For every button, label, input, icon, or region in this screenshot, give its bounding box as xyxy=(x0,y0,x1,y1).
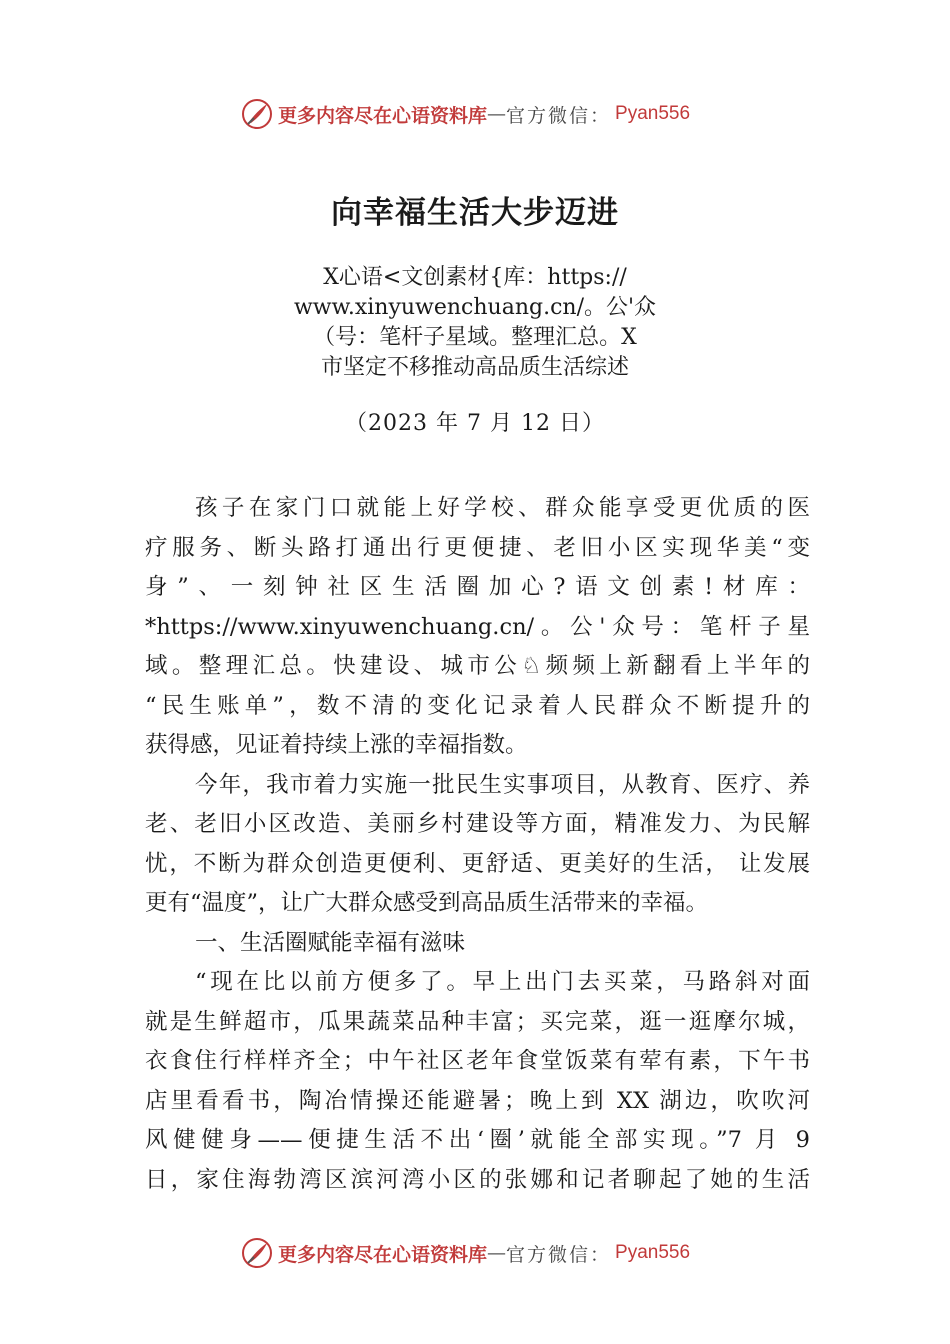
body-line: 身”、一刻钟社区生活圈加心?语文创素!材库： xyxy=(145,574,810,600)
body-line: 风健健身——便捷生活不出‘圈’就能全部实现。”7 月 9 xyxy=(145,1127,810,1153)
body-line: 忧，不断为群众创造更便利、更舒适、更美好的生活， 让发展 xyxy=(145,850,810,877)
banner-slogan: 更多内容尽在心语资料库 xyxy=(278,104,488,127)
banner-dash: — xyxy=(487,1242,507,1264)
banner-dash: — xyxy=(487,103,507,125)
quill-logo-icon xyxy=(240,1236,274,1270)
banner-wechat-id: Pyan556 xyxy=(615,1242,691,1263)
body-line: 老、老旧小区改造、美丽乡村建设等方面，精准发力、为民解 xyxy=(145,811,810,837)
section-heading: 一、生活圈赋能幸福有滋味 xyxy=(195,929,466,956)
banner-wechat-id: Pyan556 xyxy=(615,103,691,124)
body-line: 更有“温度”，让广大群众感受到高品质生活带来的幸福。 xyxy=(145,890,709,916)
footer-banner xyxy=(0,1233,950,1273)
document-date: （2023 年 7 月 12 日） xyxy=(345,411,605,436)
body-line: “民生账单”，数不清的变化记录着人民群众不断提升的 xyxy=(145,692,810,719)
banner-slogan: 更多内容尽在心语资料库 xyxy=(278,1243,488,1266)
document-subtitle xyxy=(240,263,710,383)
body-line: 日，家住海勃湾区滨河湾小区的张娜和记者聊起了她的生活 xyxy=(145,1166,810,1193)
subtitle-line: www.xinyuwenchuang.cn/。公'众 xyxy=(293,295,657,320)
body-line: 孩子在家门口就能上好学校、群众能享受更优质的医 xyxy=(195,495,810,521)
body-line: *https://www.xinyuwenchuang.cn/。公'众号：笔杆子星 xyxy=(145,613,810,640)
banner-wechat-label: 官方微信： xyxy=(506,104,612,127)
body-line: 今年，我市着力实施一批民生实事项目，从教育、医疗、养 xyxy=(195,771,810,798)
subtitle-line: （号：笔杆子星域。整理汇总。X xyxy=(313,325,637,350)
header-banner xyxy=(0,94,950,134)
body-line: “现在比以前方便多了。早上出门去买菜，马路斜对面 xyxy=(195,969,810,995)
body-line: 获得感，见证着持续上涨的幸福指数。 xyxy=(145,732,528,758)
body-line: 域。整理汇总。快建设、城市公♘频频上新翻看上半年的 xyxy=(145,653,810,679)
body-line: 疗服务、断头路打通出行更便捷、老旧小区实现华美“变 xyxy=(145,534,810,561)
document-body xyxy=(145,489,810,1200)
banner-wechat-label: 官方微信： xyxy=(506,1243,612,1266)
quill-logo-icon xyxy=(240,97,274,131)
body-line: 店里看看书，陶冶情操还能避暑；晚上到 XX 湖边，吹吹河 xyxy=(145,1087,810,1114)
subtitle-line: 市坚定不移推动高品质生活综述 xyxy=(320,355,629,380)
body-line: 衣食住行样样齐全；中午社区老年食堂饭菜有荤有素，下午书 xyxy=(145,1048,810,1074)
body-line: 就是生鲜超市，瓜果蔬菜品种丰富；买完菜，逛一逛摩尔城， xyxy=(145,1008,810,1035)
subtitle-line: X心语<文创素材{库：https:// xyxy=(323,265,627,290)
document-title: 向幸福生活大步迈进 xyxy=(331,195,619,231)
